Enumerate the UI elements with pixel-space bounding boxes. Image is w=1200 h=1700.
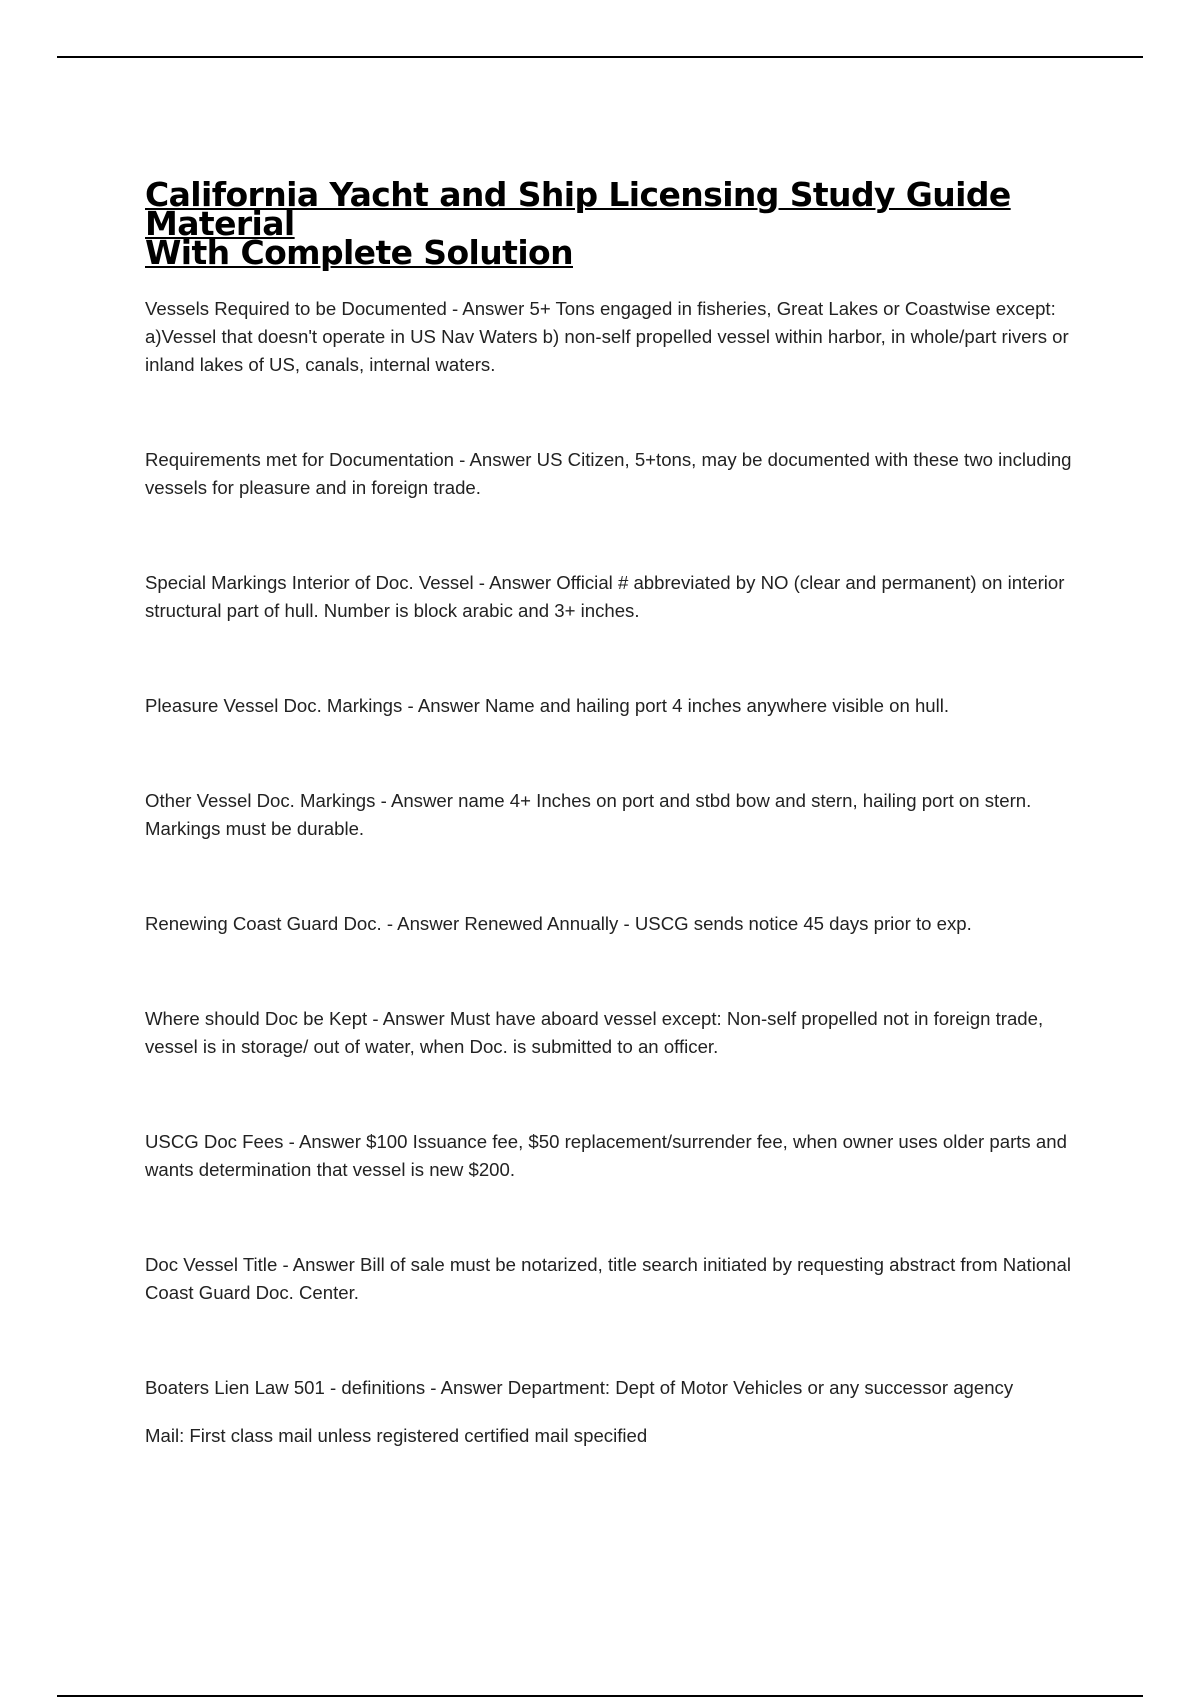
qa-item-requirements-documentation: Requirements met for Documentation - Answer US Citizen, 5+tons, may be documented with these two including vessels for pleasure and in foreign trade. — [145, 449, 1072, 498]
qa-item-pleasure-vessel-markings: Pleasure Vessel Doc. Markings - Answer Name and hailing port 4 inches anywhere visible on hull. — [145, 695, 950, 716]
qa-item-mail-definition: Mail: First class mail unless registered certified mail specified — [145, 1425, 648, 1446]
qa-item-boaters-lien-law: Boaters Lien Law 501 - definitions - Answer Department: Dept of Motor Vehicles or any successor agency — [145, 1377, 1014, 1398]
qa-item-renewing-doc: Renewing Coast Guard Doc. - Answer Renewed Annually - USCG sends notice 45 days prior to exp. — [145, 913, 972, 934]
qa-item-other-vessel-markings: Other Vessel Doc. Markings - Answer name 4+ Inches on port and stbd bow and stern, hailing port on stern. Markings must be durable. — [145, 790, 1032, 839]
title-line-2: With Complete Solution — [145, 233, 573, 272]
footer-rule — [57, 1695, 1143, 1697]
qa-item-uscg-doc-fees: USCG Doc Fees - Answer $100 Issuance fee, $50 replacement/surrender fee, when owner uses older parts and wants determination that vessel is new $200. — [145, 1131, 1067, 1180]
qa-item-doc-vessel-title: Doc Vessel Title - Answer Bill of sale must be notarized, title search initiated by requesting abstract from National Coast Guard Doc. Center. — [145, 1254, 1071, 1303]
header-rule — [57, 56, 1143, 58]
qa-item-where-doc-kept: Where should Doc be Kept - Answer Must have aboard vessel except: Non-self propelled not in foreign trade, vessel is in storage/ out of water, when Doc. is submitted to an officer. — [145, 1008, 1044, 1057]
title-line-1: California Yacht and Ship Licensing Study Guide Material — [145, 175, 1011, 243]
qa-item-special-markings: Special Markings Interior of Doc. Vessel - Answer Official # abbreviated by NO (clear and permanent) on interior structural part of hull. Number is block arabic and 3+ inches. — [145, 572, 1065, 621]
document-title — [145, 175, 1090, 272]
qa-item-vessels-required: Vessels Required to be Documented - Answer 5+ Tons engaged in fisheries, Great Lakes or Coastwise except: a)Vessel that doesn't operate in US Nav Waters b) non-self propelled vessel within harbor, in whole/part rivers or inland lakes of US, canals, internal waters. — [145, 298, 1069, 375]
document-body — [145, 175, 1090, 1450]
